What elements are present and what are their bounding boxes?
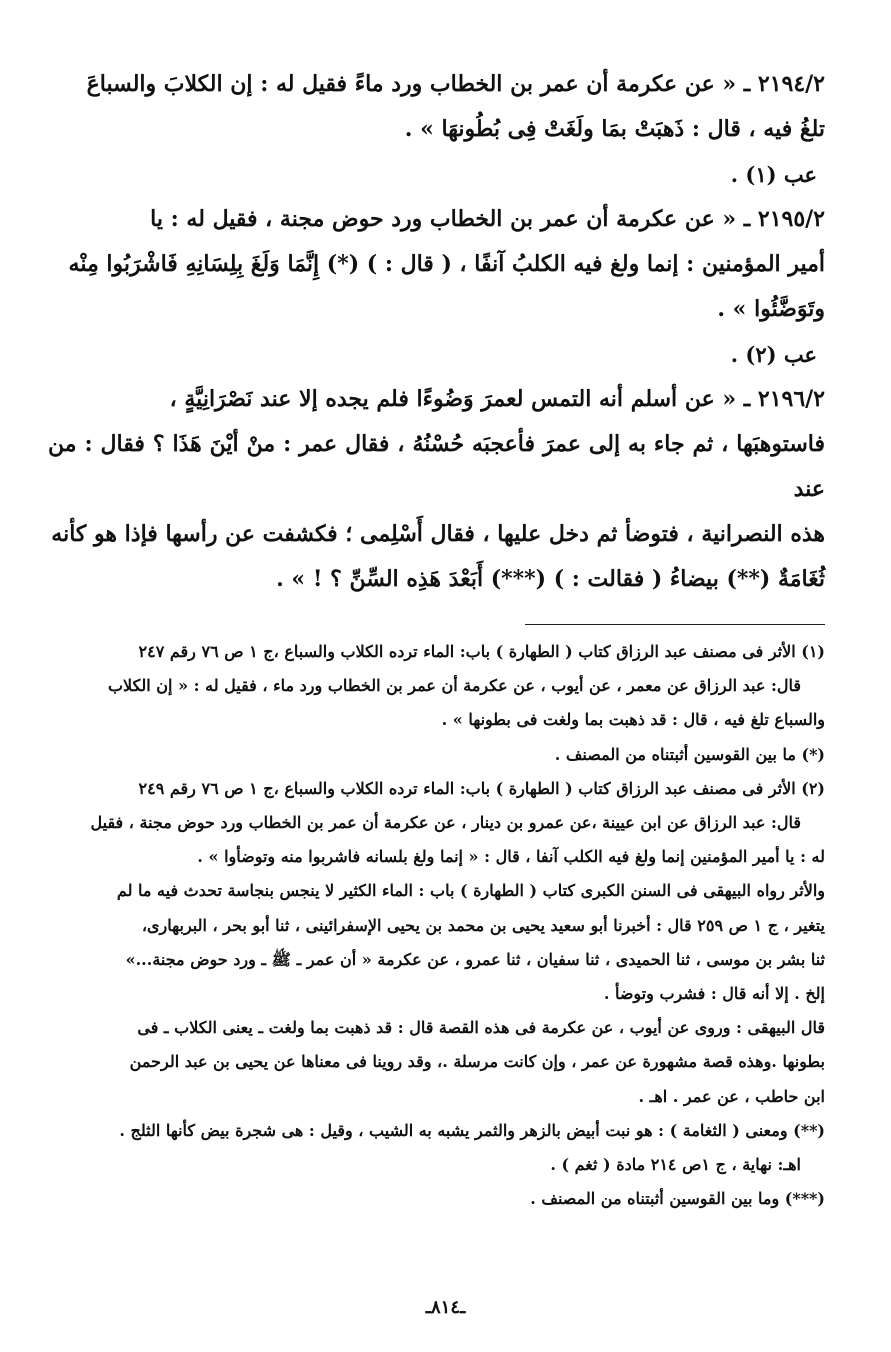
footnotes <box>48 635 825 1216</box>
footnote-line: والأثر رواه البيهقى فى السنن الكبرى كتاب ( الطهارة ) باب : الماء الكثير لا ينجس بنجاسة تحدث فيه ما لم <box>116 881 825 901</box>
footnote-line: اهـ: نهاية ، ج ١ص ٢١٤ مادة ( ثغم ) . <box>550 1155 801 1175</box>
text-line: ثُغَامَةٌ (**) بيضاءُ ( فقالت : ) (***) أَبَعْدَ هَذِه السِّنِّ ؟ ! » . <box>276 566 825 592</box>
text-line: عب (٢) . <box>730 342 817 367</box>
footnote-separator <box>525 624 825 625</box>
text-line: ٢١٩٤/٢ ـ « عن عكرمة أن عمر بن الخطاب ورد ماءً فقيل له : إن الكلابَ والسباعَ <box>86 71 825 97</box>
footnote-line: إلخ . إلا أنه قال : فشرب وتوضأ . <box>603 984 825 1004</box>
text-line: تلغُ فيه ، قال : ذَهبَتْ بمَا ولَغَتْ فِى بُطُونهَا » . <box>404 116 825 142</box>
footnote-line: (٢) الأثر فى مصنف عبد الرزاق كتاب ( الطهارة ) باب: الماء ترده الكلاب والسباع ،ج ١ ص ٧٦ رقم ٢٤٩ <box>138 778 825 798</box>
footnote-line: (١) الأثر فى مصنف عبد الرزاق كتاب ( الطهارة ) باب: الماء ترده الكلاب والسباع ،ج ١ ص ٧٦ رقم ٢٤٧ <box>138 642 825 661</box>
text-line: هذه النصرانية ، فتوضأ ثم دخل عليها ، فقال أَسْلِمى ؛ فكشفت عن رأسها فإذا هو كأنه <box>51 521 825 547</box>
footnote-line: (*) ما بين القوسين أثبتناه من المصنف . <box>554 744 825 764</box>
text-line: فاستوهبَها ، ثم جاء به إلى عمرَ فأعجبَه حُسْنُهُ ، فقال عمر : منْ أيْنَ هَذَا ؟ فقال : من عند <box>48 431 825 502</box>
footnote-line: والسباع تلغ فيه ، قال : قد ذهبت بما ولغت فى بطونها » . <box>441 710 825 730</box>
footnote-line: ثنا بشر بن موسى ، ثنا الحميدى ، ثنا سفيان ، ثنا عمرو ، عن عكرمة « أن عمر ـ ﷺ ـ ورد حوض مجنة...» <box>125 949 825 969</box>
footnote-line: ابن حاطب ، عن عمر . اهـ . <box>638 1086 825 1106</box>
text-line: وتَوَضَّئُوا » . <box>717 296 825 322</box>
page-number: ـ٨١٤ـ <box>425 1297 466 1318</box>
footnote-line: قال البيهقى : وروى عن أيوب ، عن عكرمة فى هذه القصة قال : قد ذهبت بما ولغت ـ يعنى الكلاب ـ فى <box>137 1018 825 1038</box>
text-line: ٢١٩٦/٢ ـ « عن أسلم أنه التمس لعمرَ وَضُوءًا فلم يجده إلا عند نَصْرَانِيَّةٍ ، <box>169 386 825 412</box>
footnote-line: قال: عبد الرزاق عن معمر ، عن أيوب ، عن عكرمة أن عمر بن الخطاب ورد ماء ، فقيل له : « إن الكلاب <box>107 676 801 696</box>
footnote-line: (**) ومعنى ( الثغامة ) : هو نبت أبيض بالزهر والثمر يشبه به الشيب ، وقيل : هى شجرة بيض كأنها الثلج . <box>119 1120 825 1140</box>
text-line: ٢١٩٥/٢ ـ « عن عكرمة أن عمر بن الخطاب ورد حوض مجنة ، فقيل له : يا <box>150 206 825 232</box>
text-line: أمير المؤمنين : إنما ولغ فيه الكلبُ آنفًا ، ( قال : ) (*) إِنَّمَا وَلَغَ بِلِسَانِهِ فَاشْرَبُوا مِنْه <box>68 251 825 277</box>
text-line: عب (١) . <box>730 162 817 187</box>
main-text <box>48 62 825 602</box>
footnote-line: قال: عبد الرزاق عن ابن عيينة ،عن عمرو بن دينار ، عن عكرمة أن عمر بن الخطاب ورد حوض مجنة ، فقيل <box>90 813 801 833</box>
footnote-line: بطونها .وهذه قصة مشهورة عن عمر ، وإن كانت مرسلة .، وقد روينا فى معناها عن يحيى بن عبد الرحمن <box>129 1052 825 1072</box>
footnote-line: (***) وما بين القوسين أثبتناه من المصنف . <box>530 1189 825 1209</box>
footnote-line: له : يا أمير المؤمنين إنما ولغ فيه الكلب آنفا ، قال : « إنما ولغ بلسانه فاشربوا منه وتوضأوا » . <box>197 847 825 867</box>
footnote-line: يتغير ، ج ١ ص ٢٥٩ قال : أخبرنا أبو سعيد يحيى بن محمد بن يحيى الإسفرائينى ، ثنا أبو بحر ، البربهارى، <box>141 915 825 935</box>
